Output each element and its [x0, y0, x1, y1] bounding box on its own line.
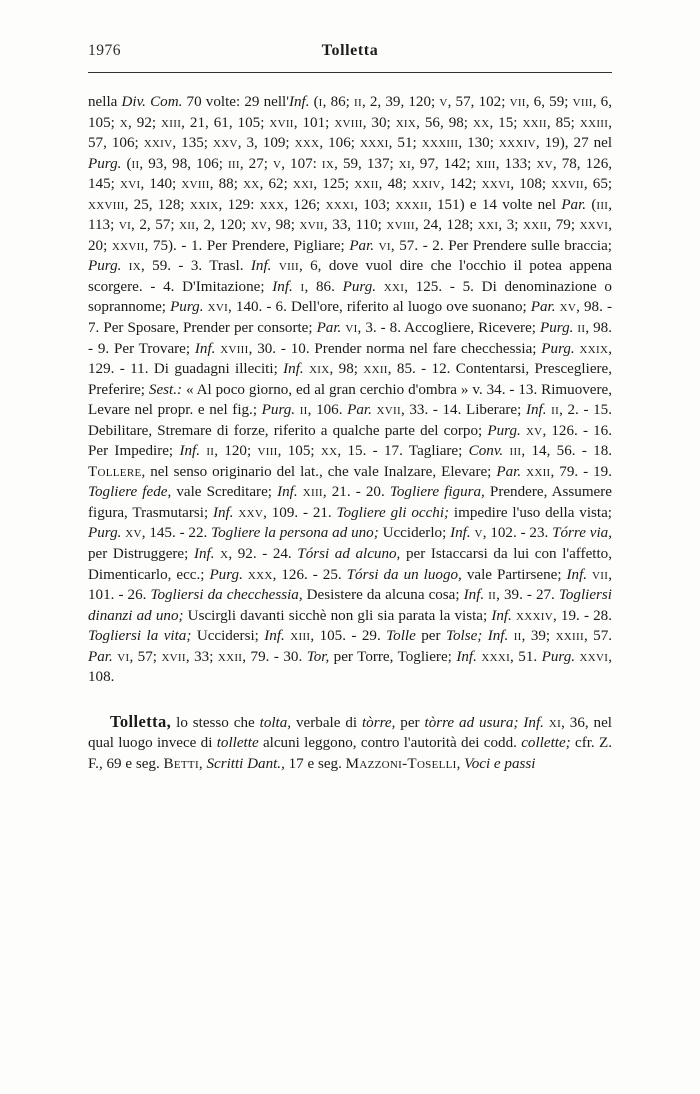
- headword-tolletta: Tolletta,: [110, 711, 172, 731]
- page-header: [88, 42, 612, 64]
- running-head: Tolletta: [321, 42, 379, 59]
- entry-paragraph-tolletta: Tolletta, lo stesso che tolta, verbale di tòrre, per tòrre ad usura; Inf. xi, 36, nel qual luogo invece di tollette alcuni leggono, contro l'autorità dei codd. collette; cfr. Z. F., 69 e seg. Betti, Scritti Dant., 17 e seg. Mazzoni-Toselli, Voci e passi: [88, 711, 612, 772]
- text-column: [88, 92, 612, 775]
- header-rule: [88, 72, 612, 73]
- folio-number: 1976: [88, 42, 121, 59]
- entry-paragraph-cross-references: nella Div. Com. 70 volte: 29 nell'Inf. (i, 86; ii, 2, 39, 120; v, 57, 102; vii, 6, 59; viii, 6, 105; x, 92; xiii, 21, 61, 105; xvii, 101; xviii, 30; xix, 56, 98; xx, 15; xxii, 85; xxiii, 57, 106; xxiv, 135; xxv, 3, 109; xxx, 106; xxxi, 51; xxxiii, 130; xxxiv, 19), 27 nel Purg. (ii, 93, 98, 106; iii, 27; v, 107: ix, 59, 137; xi, 97, 142; xiii, 133; xv, 78, 126, 145; xvi, 140; xviii, 88; xx, 62; xxi, 125; xxii, 48; xxiv, 142; xxvi, 108; xxvii, 65; xxviii, 25, 128; xxix, 129: xxx, 126; xxxi, 103; xxxii, 151) e 14 volte nel Par. (iii, 113; vi, 2, 57; xii, 2, 120; xv, 98; xvii, 33, 110; xviii, 24, 128; xxi, 3; xxii, 79; xxvi, 20; xxvii, 75). - 1. Per Prendere, Pigliare; Par. vi, 57. - 2. Per Prendere sulle braccia; Purg. ix, 59. - 3. Trasl. Inf. viii, 6, dove vuol dire che l'occhio il potea appena scorgere. - 4. D'Imitazione; Inf. i, 86. Purg. xxi, 125. - 5. Di denominazione o soprannome; Purg. xvi, 140. - 6. Dell'ore, riferito al luogo ove suonano; Par. xv, 98. - 7. Per Sposare, Prender per consorte; Par. vi, 3. - 8. Accogliere, Ricevere; Purg. ii, 98. - 9. Per Trovare; Inf. xviii, 30. - 10. Prender norma nel fare checchessia; Purg. xxix, 129. - 11. Di guadagni illeciti; Inf. xix, 98; xxii, 85. - 12. Contentarsi, Prescegliere, Preferire; Sest.: « Al poco giorno, ed al gran cerchio d'ombra » v. 34. - 13. Rimuovere, Levare nel propr. e nel fig.; Purg. ii, 106. Par. xvii, 33. - 14. Liberare; Inf. ii, 2. - 15. Debilitare, Stremare di forze, riferito a qualche parte del corpo; Purg. xv, 126. - 16. Per Impedire; Inf. ii, 120; viii, 105; xx, 15. - 17. Tagliare; Conv. iii, 14, 56. - 18. Tollere, nel senso originario del lat., che vale Inalzare, Elevare; Par. xxii, 79. - 19. Togliere fede, vale Screditare; Inf. xiii, 21. - 20. Togliere figura, Prendere, Assumere figura, Trasmutarsi; Inf. xxv, 109. - 21. Togliere gli occhi; impedire l'uso della vista; Purg. xv, 145. - 22. Togliere la persona ad uno; Ucciderlo; Inf. v, 102. - 23. Tórre via, per Distruggere; Inf. x, 92. - 24. Tórsi ad alcuno, per Istaccarsi da lui con l'affetto, Dimenticarlo, ecc.; Purg. xxx, 126. - 25. Tórsi da un luogo, vale Partirsene; Inf. vii, 101. - 26. Togliersi da checchessia, Desistere da alcuna cosa; Inf. ii, 39. - 27. Togliersi dinanzi ad uno; Uscirgli davanti sicchè non gli sia parata la vista; Inf. xxxiv, 19. - 28. Togliersi la vita; Uccidersi; Inf. xiii, 105. - 29. Tolle per Tolse; Inf. ii, 39; xxiii, 57. Par. vi, 57; xvii, 33; xxii, 79. - 30. Tor, per Torre, Togliere; Inf. xxxi, 51. Purg. xxvi, 108.: [88, 94, 613, 686]
